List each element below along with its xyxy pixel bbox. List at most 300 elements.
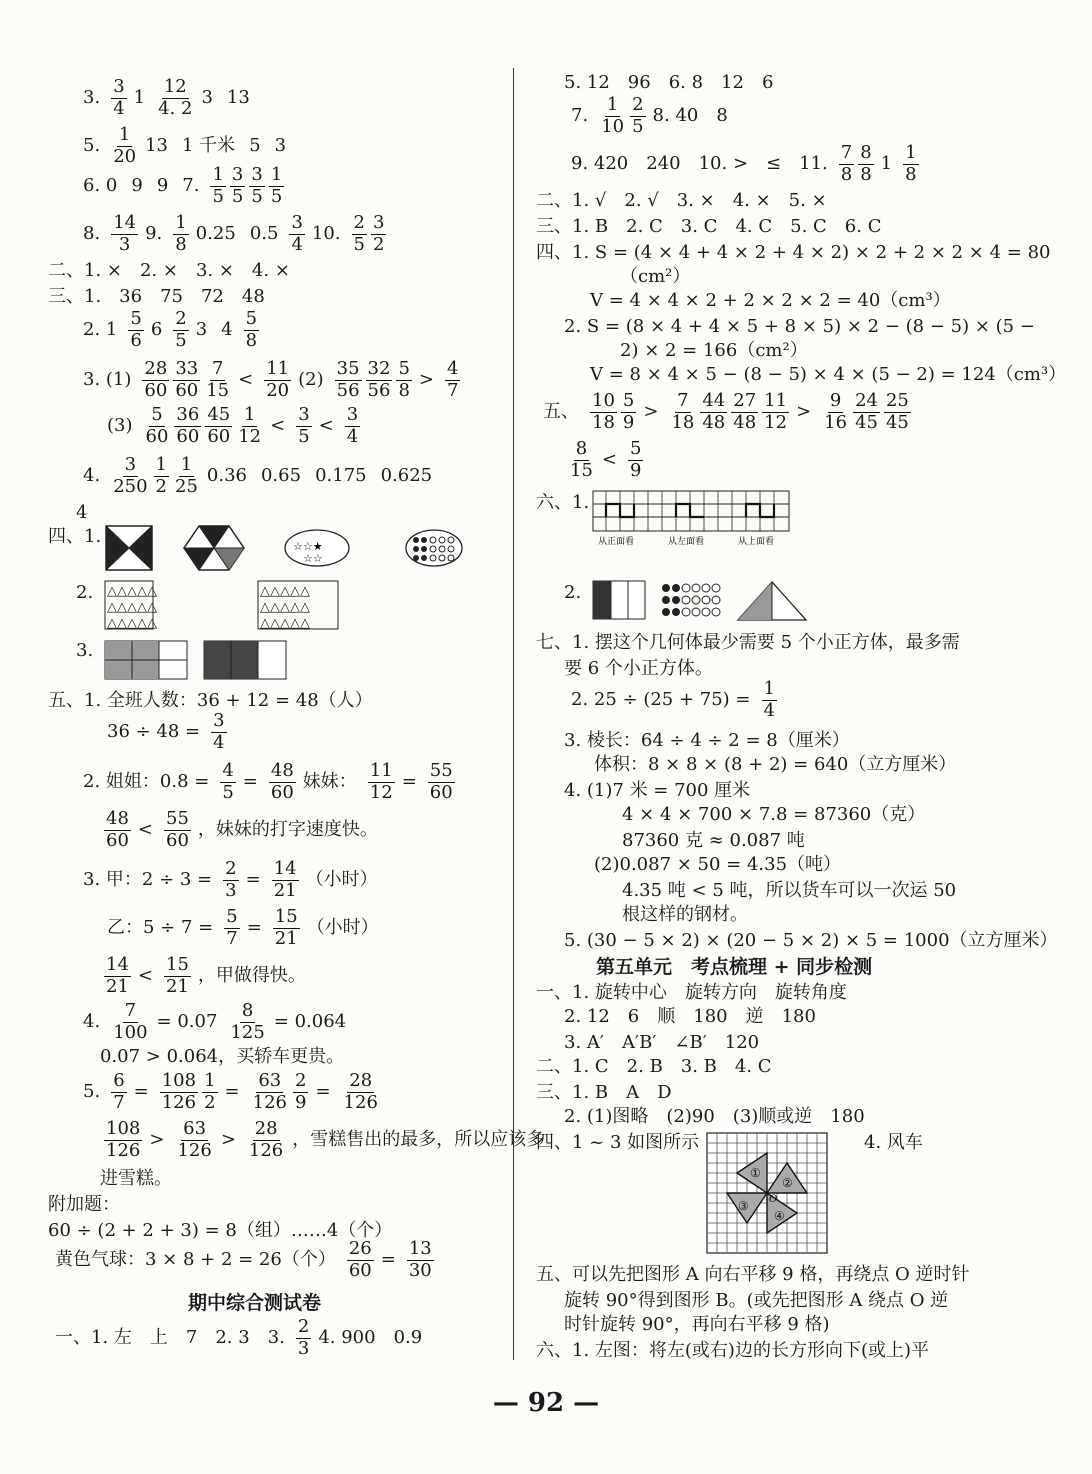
denominator: 20 <box>113 145 137 167</box>
denominator: 8 <box>840 163 853 185</box>
column-divider <box>513 68 514 1360</box>
numerator: 28 <box>144 358 168 379</box>
answer-line <box>100 956 313 997</box>
denominator: 4 <box>346 425 359 447</box>
numerator: 28 <box>349 1070 373 1091</box>
svg-text:△△△△△: △△△△△ <box>107 600 157 615</box>
fraction <box>273 908 300 949</box>
numerator: 44 <box>702 390 726 411</box>
fraction <box>173 360 200 401</box>
denominator: 5 <box>212 185 224 207</box>
text-token: > <box>149 1129 165 1151</box>
numerator: 10 <box>592 390 615 411</box>
answer-line: 三、1. 36 75 72 48 <box>48 286 265 307</box>
text-token: > <box>418 369 434 391</box>
fraction <box>111 78 126 119</box>
numerator: 45 <box>207 404 231 425</box>
fraction <box>228 1002 266 1043</box>
answer-line: 4 <box>76 502 88 523</box>
text-token: 0.175 <box>315 465 367 487</box>
numerator: 1 <box>212 164 224 185</box>
answer-line: V = 4 × 4 × 2 + 2 × 2 × 2 = 40（cm³） <box>590 290 951 311</box>
numerator: 1 <box>180 454 193 475</box>
fraction <box>853 392 880 433</box>
text-token: 1 <box>880 153 893 175</box>
answer-line <box>564 144 919 185</box>
fraction <box>204 360 231 401</box>
numerator: 11 <box>369 760 393 781</box>
denominator: 21 <box>166 975 189 997</box>
text-token: 9. <box>145 223 163 245</box>
numerator: 26 <box>348 1238 372 1259</box>
fraction <box>599 96 626 137</box>
fraction <box>669 392 696 433</box>
fraction <box>164 956 191 997</box>
numerator: 15 <box>274 906 298 927</box>
numerator: 2 <box>175 308 187 329</box>
denominator: 10 <box>601 115 625 137</box>
text-token: 5 <box>249 135 261 157</box>
text-token: 0.36 <box>206 465 247 487</box>
denominator: 5 <box>231 185 244 207</box>
fraction <box>111 1072 126 1113</box>
denominator: 126 <box>177 1139 212 1161</box>
fraction <box>269 166 284 207</box>
fraction <box>731 392 758 433</box>
text-token: 13 <box>226 87 250 109</box>
denominator: 16 <box>824 411 848 433</box>
text-token: 6 <box>150 319 163 341</box>
denominator: 25 <box>175 475 198 497</box>
answer-line <box>564 680 777 721</box>
numerator: 4 <box>446 358 459 379</box>
svg-text:②: ② <box>782 1176 793 1190</box>
numerator: 32 <box>367 358 391 379</box>
answer-line <box>76 1072 380 1113</box>
numerator: 7 <box>211 358 224 379</box>
denominator: 20 <box>266 379 290 401</box>
denominator: 60 <box>175 379 199 401</box>
numerator: 7 <box>840 142 853 163</box>
text-token: = <box>315 1081 331 1103</box>
answer-line: 4.35 吨 < 5 吨，所以货车可以一次运 50 <box>622 880 957 901</box>
denominator: 60 <box>348 1259 372 1281</box>
fraction <box>371 214 386 255</box>
text-token: = <box>245 869 261 891</box>
svg-text:△△△△△: △△△△△ <box>260 584 310 599</box>
text-token: 4 <box>221 319 233 341</box>
numerator: 11 <box>764 390 788 411</box>
numerator: 2 <box>225 858 237 879</box>
denominator: 5 <box>353 233 365 255</box>
text-token: 0.5 <box>249 223 279 245</box>
fraction <box>628 440 643 481</box>
text-token: ，甲做得快。 <box>197 965 306 987</box>
denominator: 8 <box>905 163 917 185</box>
denominator: 60 <box>144 379 168 401</box>
answer-line: 3. A′ A′B′ ∠B′ 120 <box>564 1032 760 1053</box>
denominator: 126 <box>248 1139 284 1161</box>
denominator: 15 <box>570 459 593 481</box>
fraction <box>396 360 411 401</box>
numerator: 5 <box>245 308 258 329</box>
numerator: 1 <box>155 454 167 475</box>
text-token: 10. <box>311 223 341 245</box>
fraction <box>269 762 296 803</box>
three-views-figure <box>592 490 792 548</box>
svg-text:O: O <box>769 1194 778 1205</box>
fraction <box>272 860 299 901</box>
numerator: 55 <box>429 760 453 781</box>
answer-line: 一、1. 旋转中心 旋转方向 旋转角度 <box>536 982 847 1003</box>
fraction <box>144 406 171 447</box>
text-token: < <box>137 819 153 841</box>
numerator: 27 <box>733 390 757 411</box>
answer-line: 三、1. B 2. C 3. C 4. C 5. C 6. C <box>536 216 882 237</box>
section-heading: 期中综合测试卷 <box>188 1292 322 1314</box>
fraction <box>590 392 617 433</box>
text-token: 7. <box>182 175 200 197</box>
text-token: 3. 甲：2 ÷ 3 = <box>83 869 213 891</box>
fraction <box>220 762 235 803</box>
fraction <box>236 406 263 447</box>
fraction <box>839 144 854 185</box>
answer-line <box>76 1002 353 1043</box>
fraction <box>345 406 360 447</box>
svg-text:△△△△△: △△△△△ <box>107 616 157 630</box>
denominator: 7 <box>113 1091 125 1113</box>
numerator: 6 <box>113 1070 125 1091</box>
numerator: 36 <box>176 404 200 425</box>
text-token: > <box>643 401 659 423</box>
answer-line: V = 8 × 4 × 5 − (8 − 5) × 4 × (5 − 2) = 124（cm³） <box>590 364 1067 385</box>
denominator: 60 <box>207 425 231 447</box>
fraction <box>884 392 911 433</box>
text-token: 0.65 <box>260 465 302 487</box>
numerator: 9 <box>829 390 842 411</box>
denominator: 60 <box>429 781 453 803</box>
fraction <box>111 1002 149 1043</box>
numerator: 5 <box>151 404 163 425</box>
denominator: 126 <box>106 1139 141 1161</box>
svg-text:从上面看: 从上面看 <box>738 537 775 547</box>
numerator: 5 <box>130 308 142 329</box>
answer-line: 二、1. × 2. × 3. × 4. × <box>48 260 290 281</box>
fraction <box>366 360 393 401</box>
denominator: 8 <box>175 233 187 255</box>
numerator: 1 <box>270 164 283 185</box>
answer-line <box>564 440 643 481</box>
numerator: 2 <box>295 1070 307 1091</box>
text-token: 3 <box>201 87 213 109</box>
answer-line: 4 × 4 × 700 × 7.8 = 87360（克） <box>622 804 926 825</box>
answer-line <box>76 166 284 207</box>
fraction <box>296 406 311 447</box>
numerator: 63 <box>258 1070 282 1091</box>
svg-text:①: ① <box>750 1166 761 1180</box>
text-token: 0.25 <box>195 223 236 245</box>
numerator: 3 <box>213 710 225 731</box>
denominator: 126 <box>252 1091 287 1113</box>
answer-line: 60 ÷ (2 + 2 + 3) = 8（组）……4（个） <box>48 1220 393 1241</box>
answer-line: 六、1. 左图：将左(或右)边的长方形向下(或上)平 <box>536 1340 929 1361</box>
text-token: 9. 420 240 10. > ≤ 11. <box>571 153 828 175</box>
text-token: 9 <box>131 175 143 197</box>
answer-line: 4. (1)7 米 = 700 厘米 <box>564 780 751 801</box>
fraction <box>111 126 138 167</box>
denominator: 9 <box>622 411 635 433</box>
numerator: 63 <box>183 1118 207 1139</box>
numerator: 35 <box>336 358 360 379</box>
triangles-figure <box>104 580 404 630</box>
denominator: 7 <box>226 927 238 949</box>
text-token: 13 <box>145 135 168 157</box>
denominator: 5 <box>270 185 283 207</box>
denominator: 7 <box>446 379 459 401</box>
text-token: 4. <box>83 465 101 487</box>
text-token: 五、 <box>543 401 579 423</box>
answer-line: 2. <box>564 582 582 603</box>
answer-line: 附加题： <box>48 1194 120 1215</box>
text-token: (3) <box>107 415 133 437</box>
text-token: (2) <box>298 369 324 391</box>
fraction <box>264 360 291 401</box>
denominator: 48 <box>733 411 757 433</box>
answer-line <box>76 126 293 167</box>
fraction <box>822 392 849 433</box>
text-token: 0.625 <box>380 465 433 487</box>
text-token: （小时） <box>306 917 379 939</box>
shapes-figure <box>104 524 464 574</box>
fraction <box>335 360 362 401</box>
numerator: 3 <box>298 404 310 425</box>
numerator: 1 <box>175 212 187 233</box>
denominator: 18 <box>592 411 615 433</box>
fraction <box>762 392 789 433</box>
answer-line <box>100 908 386 949</box>
denominator: 5 <box>251 185 263 207</box>
fraction <box>352 214 367 255</box>
answer-line: 5. (30 − 5 × 2) × (20 − 5 × 2) × 5 = 1000（立方厘米） <box>564 930 1058 951</box>
answer-line <box>48 1240 434 1281</box>
denominator: 60 <box>166 829 189 851</box>
numerator: 55 <box>166 808 189 829</box>
denominator: 4. 2 <box>158 97 193 119</box>
answer-line <box>76 762 455 803</box>
answer-line: 时针旋转 90°，再向右平移 9 格) <box>564 1314 830 1335</box>
numerator: 2 <box>353 212 365 233</box>
answer-line: 3. 棱长：64 ÷ 4 ÷ 2 = 8（厘米） <box>564 730 850 751</box>
numerator: 1 <box>118 124 131 145</box>
text-token: 2. 1 <box>83 319 118 341</box>
fraction <box>211 712 226 753</box>
answer-line: 4. 风车 <box>864 1132 923 1153</box>
fraction <box>903 144 918 185</box>
answer-line <box>100 810 385 851</box>
answer-line <box>100 406 360 447</box>
fraction <box>142 360 169 401</box>
answer-line: 87360 克 ≈ 0.087 吨 <box>622 830 805 851</box>
text-token: = <box>246 917 262 939</box>
svg-text:☆☆★: ☆☆★ <box>293 540 323 553</box>
numerator: 1 <box>204 1070 216 1091</box>
numerator: 3 <box>291 212 303 233</box>
numerator: 1 <box>243 404 256 425</box>
denominator: 8 <box>245 329 258 351</box>
fraction <box>251 1072 289 1113</box>
denominator: 21 <box>106 975 129 997</box>
numerator: 24 <box>855 390 878 411</box>
text-token: （小时） <box>305 869 378 891</box>
fraction <box>621 392 636 433</box>
fraction <box>630 96 645 137</box>
answer-line <box>536 392 911 433</box>
fraction <box>202 1072 217 1113</box>
text-token: 6. 0 <box>83 175 118 197</box>
text-token: 8. <box>83 223 101 245</box>
denominator: 60 <box>270 781 294 803</box>
denominator: 56 <box>367 379 391 401</box>
denominator: 250 <box>113 475 148 497</box>
numerator: 25 <box>885 390 909 411</box>
answer-line: 三、1. B A D <box>536 1082 672 1103</box>
numerator: 4 <box>222 760 234 781</box>
numerator: 3 <box>113 76 125 97</box>
answer-line <box>564 96 735 137</box>
denominator: 126 <box>343 1091 378 1113</box>
fraction <box>230 166 245 207</box>
fraction <box>128 310 143 351</box>
text-token: 1 千米 <box>182 135 236 157</box>
fraction <box>858 144 873 185</box>
fraction <box>342 1072 380 1113</box>
fraction <box>111 456 149 497</box>
denominator: 5 <box>175 329 187 351</box>
numerator: 5 <box>226 906 238 927</box>
fraction <box>223 860 238 901</box>
text-token: < <box>238 369 254 391</box>
svg-text:☆☆: ☆☆ <box>303 552 323 565</box>
answer-line: (2)0.087 × 50 = 4.35（吨） <box>594 854 842 875</box>
answer-line: 0.07 > 0.064，买轿车更贵。 <box>100 1046 345 1067</box>
numerator: 8 <box>241 1000 254 1021</box>
fraction <box>173 214 188 255</box>
answer-line: 二、1. √ 2. √ 3. × 4. × 5. × <box>536 190 827 211</box>
text-token: = <box>401 771 417 793</box>
svg-text:△△△△△: △△△△△ <box>260 616 310 630</box>
answer-line <box>76 214 386 255</box>
fraction <box>700 392 727 433</box>
fraction <box>173 456 200 497</box>
fraction <box>104 810 131 851</box>
text-token: 3. (1) <box>83 369 132 391</box>
denominator: 60 <box>145 425 169 447</box>
numerator: 13 <box>408 1238 432 1259</box>
section-heading: 第五单元 考点梳理 + 同步检测 <box>596 956 873 978</box>
text-token: 乙：5 ÷ 7 = <box>107 917 214 939</box>
pinwheel-grid-figure <box>706 1132 834 1256</box>
numerator: 5 <box>630 438 642 459</box>
numerator: 7 <box>677 390 689 411</box>
denominator: 126 <box>161 1091 197 1113</box>
fraction <box>224 908 239 949</box>
fraction <box>289 214 304 255</box>
text-token: > <box>796 401 812 423</box>
numerator: 1 <box>606 94 619 115</box>
text-token: = <box>380 1249 396 1271</box>
svg-text:从左面看: 从左面看 <box>668 537 705 547</box>
text-token: ，雪糕售出的最多，所以应该多 <box>292 1129 545 1151</box>
text-token: 5. <box>83 1081 101 1103</box>
answer-line: 二、1. C 2. B 3. B 4. C <box>536 1056 772 1077</box>
answer-line <box>100 1120 551 1161</box>
numerator: 48 <box>270 760 294 781</box>
denominator: 21 <box>273 879 297 901</box>
numerator: 7 <box>124 1000 137 1021</box>
answer-line <box>76 310 259 351</box>
text-token: 8. 40 8 <box>652 105 728 127</box>
numerator: 8 <box>860 142 872 163</box>
text-token: 3 <box>274 135 287 157</box>
numerator: 3 <box>251 164 263 185</box>
text-token: 7. <box>571 105 589 127</box>
denominator: 2 <box>155 475 167 497</box>
denominator: 12 <box>369 781 393 803</box>
denominator: 48 <box>702 411 726 433</box>
svg-text:△△△△△: △△△△△ <box>260 600 310 615</box>
answer-line: 旋转 90°得到图形 B。(或先把图形 A 绕点 O 逆 <box>564 1290 949 1311</box>
answer-line: 五、可以先把图形 A 向右平移 9 格，再绕点 O 逆时针 <box>536 1264 970 1285</box>
text-token: 一、1. 左 上 7 2. 3 3. <box>55 1327 285 1349</box>
answer-line: （cm²） <box>620 266 691 287</box>
answer-line <box>100 712 227 753</box>
answer-line: 体积：8 × 8 × (8 + 2) = 640（立方厘米） <box>594 754 957 775</box>
fraction <box>368 762 395 803</box>
numerator: 2 <box>297 1316 310 1337</box>
answer-line: 进雪糕。 <box>100 1168 172 1189</box>
fraction <box>173 310 188 351</box>
denominator: 2 <box>373 233 385 255</box>
numerator: 3 <box>346 404 359 425</box>
text-token: = <box>242 771 258 793</box>
answer-line: 七、1. 摆这个几何体最少需要 5 个小正方体，最多需 <box>536 632 960 653</box>
numerator: 3 <box>231 164 244 185</box>
fraction <box>293 1072 308 1113</box>
denominator: 60 <box>176 425 200 447</box>
text-token: = <box>133 1081 149 1103</box>
answer-line <box>76 78 257 119</box>
numerator: 2 <box>632 94 644 115</box>
answer-line: 2. (1)图略 (2)90 (3)顺或逆 180 <box>564 1106 865 1127</box>
text-token: 36 ÷ 48 = <box>107 721 201 743</box>
fraction <box>249 166 264 207</box>
answer-line <box>76 860 385 901</box>
fraction <box>111 214 138 255</box>
text-token: ，妹妹的打字速度快。 <box>197 819 378 841</box>
denominator: 2 <box>204 1091 216 1113</box>
numerator: 108 <box>161 1070 197 1091</box>
denominator: 4 <box>213 731 225 753</box>
denominator: 4 <box>113 97 125 119</box>
text-token: 妹妹： <box>302 771 357 793</box>
answer-line: 2) × 2 = 166（cm²） <box>620 340 808 361</box>
denominator: 12 <box>764 411 788 433</box>
fraction <box>247 1120 285 1161</box>
text-token: 9 <box>156 175 169 197</box>
fraction <box>244 310 259 351</box>
numerator: 8 <box>575 438 588 459</box>
text-token: 4. <box>83 1011 101 1033</box>
